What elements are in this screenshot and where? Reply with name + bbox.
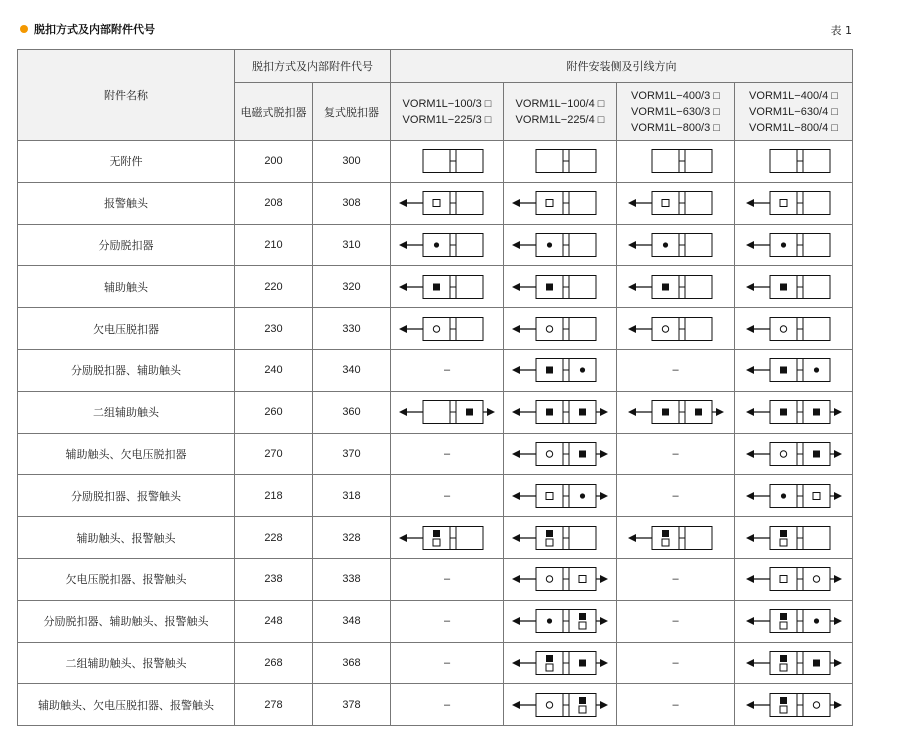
direction-diagram-cell: [617, 266, 735, 308]
direction-diagram-cell: [617, 141, 735, 183]
auxiliary-contact-icon: [433, 283, 440, 290]
compound-code-cell: 368: [313, 642, 391, 684]
not-available-cell: –: [617, 642, 735, 684]
breaker-diagram: [510, 608, 610, 634]
model-label: VORM1L−630/3 □: [631, 105, 720, 118]
direction-diagram-cell: [735, 517, 853, 559]
left-lead-arrow: [512, 617, 536, 625]
direction-diagram-cell: [617, 391, 735, 433]
direction-diagram-cell: [391, 308, 504, 350]
electromagnetic-code-cell: 218: [235, 475, 313, 517]
undervoltage-release-icon: [433, 325, 439, 331]
right-lead-arrow: [712, 408, 724, 416]
accessory-name-cell: 分励脱扣器、报警触头: [18, 475, 235, 517]
model-label: VORM1L−400/3 □: [631, 89, 720, 102]
model-label: VORM1L−400/4 □: [749, 89, 838, 102]
not-available-cell: –: [617, 558, 735, 600]
left-lead-arrow: [628, 241, 652, 249]
breaker-diagram: [626, 148, 726, 174]
breaker-diagram: [744, 357, 844, 383]
direction-diagram-cell: [617, 182, 735, 224]
breaker-diagram: [626, 525, 726, 551]
accessory-name-cell: 辅助触头、欠电压脱扣器: [18, 433, 235, 475]
breaker-diagram: [397, 316, 497, 342]
model-label: VORM1L−630/4 □: [749, 105, 838, 118]
left-lead-arrow: [746, 241, 770, 249]
alarm-contact-icon: [579, 576, 586, 583]
left-lead-arrow: [512, 283, 536, 291]
breaker-diagram: [744, 399, 844, 425]
breaker-diagram: [397, 274, 497, 300]
right-lead-arrow: [830, 575, 842, 583]
auxiliary-contact-icon: [466, 409, 473, 416]
left-lead-arrow: [512, 575, 536, 583]
direction-diagram-cell: [735, 349, 853, 391]
auxiliary-contact-icon: [662, 283, 669, 290]
direction-diagram-cell: [504, 224, 617, 266]
left-lead-arrow: [512, 199, 536, 207]
breaker-diagram: [744, 232, 844, 258]
compound-code-cell: 360: [313, 391, 391, 433]
left-lead-arrow: [746, 199, 770, 207]
compound-code-cell: 308: [313, 182, 391, 224]
accessory-name-cell: 辅助触头: [18, 266, 235, 308]
alarm-contact-icon: [813, 492, 820, 499]
not-available-cell: –: [617, 475, 735, 517]
direction-diagram-cell: [504, 517, 617, 559]
left-lead-arrow: [746, 575, 770, 583]
header-code-group: 脱扣方式及内部附件代号: [235, 50, 391, 83]
auxiliary-contact-icon: [780, 283, 787, 290]
direction-diagram-cell: [617, 308, 735, 350]
direction-diagram-cell: [504, 182, 617, 224]
auxiliary-contact-icon: [579, 450, 586, 457]
electromagnetic-code-cell: 260: [235, 391, 313, 433]
undervoltage-release-icon: [546, 576, 552, 582]
undervoltage-release-icon: [546, 451, 552, 457]
breaker-diagram: [510, 566, 610, 592]
direction-diagram-cell: [504, 266, 617, 308]
not-available-cell: –: [617, 600, 735, 642]
table-title: [20, 21, 155, 37]
breaker-diagram: [626, 274, 726, 300]
shunt-release-icon: [813, 368, 818, 373]
compound-code-cell: 348: [313, 600, 391, 642]
table-row: [18, 642, 853, 684]
left-lead-arrow: [746, 492, 770, 500]
direction-diagram-cell: [504, 433, 617, 475]
undervoltage-release-icon: [813, 576, 819, 582]
right-lead-arrow: [596, 701, 608, 709]
header-model-1: [391, 83, 504, 141]
direction-diagram-cell: [391, 224, 504, 266]
auxiliary-contact-icon: [546, 367, 553, 374]
electromagnetic-code-cell: 278: [235, 684, 313, 726]
direction-diagram-cell: [735, 433, 853, 475]
auxiliary-contact-icon: [813, 450, 820, 457]
table-row: [18, 433, 853, 475]
electromagnetic-code-cell: 268: [235, 642, 313, 684]
table-row: [18, 517, 853, 559]
not-available-cell: –: [617, 349, 735, 391]
breaker-diagram: [626, 190, 726, 216]
compound-code-cell: 378: [313, 684, 391, 726]
direction-diagram-cell: [735, 308, 853, 350]
table-row: [18, 391, 853, 433]
shunt-release-icon: [813, 619, 818, 624]
direction-diagram-cell: [504, 684, 617, 726]
auxiliary-contact-icon: [579, 659, 586, 666]
table-number: 表 1: [830, 24, 852, 37]
not-available-cell: –: [391, 475, 504, 517]
right-lead-arrow: [830, 659, 842, 667]
breaker-diagram: [744, 483, 844, 509]
direction-diagram-cell: [735, 224, 853, 266]
direction-diagram-cell: [617, 517, 735, 559]
compound-code-cell: 310: [313, 224, 391, 266]
undervoltage-release-icon: [662, 325, 668, 331]
model-label: VORM1L−800/3 □: [631, 121, 720, 134]
direction-diagram-cell: [735, 558, 853, 600]
shunt-release-icon: [780, 493, 785, 498]
left-lead-arrow: [746, 701, 770, 709]
electromagnetic-code-cell: 238: [235, 558, 313, 600]
right-lead-arrow: [830, 492, 842, 500]
not-available-cell: –: [391, 558, 504, 600]
breaker-diagram: [510, 357, 610, 383]
left-lead-arrow: [399, 199, 423, 207]
compound-code-cell: 370: [313, 433, 391, 475]
left-lead-arrow: [399, 408, 423, 416]
left-lead-arrow: [512, 534, 536, 542]
right-lead-arrow: [596, 450, 608, 458]
left-lead-arrow: [399, 325, 423, 333]
electromagnetic-code-cell: 220: [235, 266, 313, 308]
left-lead-arrow: [512, 659, 536, 667]
accessory-name-cell: 分励脱扣器: [18, 224, 235, 266]
not-available-cell: –: [617, 433, 735, 475]
auxiliary-contact-icon: [813, 409, 820, 416]
breaker-diagram: [510, 525, 610, 551]
accessory-code-table: [17, 49, 853, 726]
electromagnetic-code-cell: 230: [235, 308, 313, 350]
shunt-release-icon: [547, 619, 552, 624]
breaker-diagram: [397, 525, 497, 551]
direction-diagram-cell: [391, 141, 504, 183]
auxiliary-contact-icon: [780, 367, 787, 374]
direction-diagram-cell: [617, 224, 735, 266]
direction-diagram-cell: [504, 391, 617, 433]
table-title-text: 脱扣方式及内部附件代号: [34, 23, 155, 36]
direction-diagram-cell: [504, 600, 617, 642]
right-lead-arrow: [483, 408, 495, 416]
breaker-diagram: [744, 148, 844, 174]
right-lead-arrow: [596, 659, 608, 667]
left-lead-arrow: [512, 450, 536, 458]
left-lead-arrow: [399, 283, 423, 291]
undervoltage-release-icon: [780, 325, 786, 331]
undervoltage-release-icon: [546, 325, 552, 331]
model-label: VORM1L−100/4 □: [515, 97, 605, 110]
left-lead-arrow: [628, 199, 652, 207]
header-electromagnetic: 电磁式脱扣器: [235, 83, 313, 141]
model-label: VORM1L−225/3 □: [402, 113, 492, 126]
left-lead-arrow: [399, 241, 423, 249]
compound-code-cell: 300: [313, 141, 391, 183]
direction-diagram-cell: [391, 266, 504, 308]
breaker-diagram: [510, 274, 610, 300]
direction-diagram-cell: [735, 182, 853, 224]
breaker-diagram: [744, 566, 844, 592]
accessory-name-cell: 辅助触头、欠电压脱扣器、报警触头: [18, 684, 235, 726]
compound-code-cell: 328: [313, 517, 391, 559]
breaker-diagram: [397, 399, 497, 425]
table-row: [18, 182, 853, 224]
left-lead-arrow: [746, 534, 770, 542]
alarm-contact-icon: [546, 492, 553, 499]
direction-diagram-cell: [735, 475, 853, 517]
table-row: [18, 266, 853, 308]
undervoltage-release-icon: [546, 702, 552, 708]
auxiliary-contact-icon: [662, 409, 669, 416]
accessory-name-cell: 辅助触头、报警触头: [18, 517, 235, 559]
breaker-diagram: [510, 148, 610, 174]
auxiliary-contact-icon: [579, 409, 586, 416]
breaker-diagram: [744, 190, 844, 216]
table-row: [18, 475, 853, 517]
breaker-diagram: [510, 483, 610, 509]
header-model-4: [735, 83, 853, 141]
auxiliary-contact-icon: [546, 283, 553, 290]
undervoltage-release-icon: [813, 702, 819, 708]
breaker-diagram: [397, 148, 497, 174]
accessory-name-cell: 欠电压脱扣器: [18, 308, 235, 350]
header-direction-group: 附件安装侧及引线方向: [391, 50, 853, 83]
breaker-diagram: [510, 232, 610, 258]
left-lead-arrow: [746, 659, 770, 667]
breaker-diagram: [397, 232, 497, 258]
breaker-diagram: [744, 316, 844, 342]
direction-diagram-cell: [735, 141, 853, 183]
accessory-name-cell: 无附件: [18, 141, 235, 183]
table-row: [18, 308, 853, 350]
shunt-release-icon: [547, 242, 552, 247]
left-lead-arrow: [746, 366, 770, 374]
direction-diagram-cell: [504, 141, 617, 183]
table-row: [18, 224, 853, 266]
table-row: [18, 558, 853, 600]
right-lead-arrow: [830, 450, 842, 458]
breaker-diagram: [744, 692, 844, 718]
left-lead-arrow: [512, 701, 536, 709]
alarm-contact-icon: [433, 200, 440, 207]
direction-diagram-cell: [735, 642, 853, 684]
breaker-diagram: [744, 650, 844, 676]
breaker-diagram: [510, 190, 610, 216]
auxiliary-contact-icon: [780, 409, 787, 416]
model-label: VORM1L−225/4 □: [515, 113, 605, 126]
electromagnetic-code-cell: 200: [235, 141, 313, 183]
table-row: [18, 141, 853, 183]
left-lead-arrow: [628, 534, 652, 542]
direction-diagram-cell: [504, 308, 617, 350]
breaker-diagram: [397, 190, 497, 216]
electromagnetic-code-cell: 248: [235, 600, 313, 642]
breaker-diagram: [744, 525, 844, 551]
auxiliary-contact-icon: [546, 409, 553, 416]
alarm-contact-icon: [780, 576, 787, 583]
left-lead-arrow: [628, 408, 652, 416]
right-lead-arrow: [596, 575, 608, 583]
direction-diagram-cell: [504, 349, 617, 391]
auxiliary-contact-icon: [813, 659, 820, 666]
table-row: [18, 349, 853, 391]
not-available-cell: –: [391, 349, 504, 391]
table-header: [18, 50, 853, 141]
direction-diagram-cell: [735, 684, 853, 726]
right-lead-arrow: [830, 408, 842, 416]
table-row: [18, 600, 853, 642]
shunt-release-icon: [662, 242, 667, 247]
direction-diagram-cell: [504, 475, 617, 517]
accessory-name-cell: 报警触头: [18, 182, 235, 224]
electromagnetic-code-cell: 208: [235, 182, 313, 224]
left-lead-arrow: [746, 408, 770, 416]
left-lead-arrow: [512, 492, 536, 500]
right-lead-arrow: [830, 617, 842, 625]
breaker-diagram: [626, 316, 726, 342]
breaker-diagram: [744, 608, 844, 634]
accessory-name-cell: 分励脱扣器、辅助触头: [18, 349, 235, 391]
direction-diagram-cell: [504, 558, 617, 600]
shunt-release-icon: [434, 242, 439, 247]
not-available-cell: –: [391, 684, 504, 726]
not-available-cell: –: [391, 433, 504, 475]
table-body: [18, 141, 853, 726]
direction-diagram-cell: [504, 642, 617, 684]
right-lead-arrow: [596, 408, 608, 416]
direction-diagram-cell: [391, 182, 504, 224]
left-lead-arrow: [746, 617, 770, 625]
alarm-contact-icon: [780, 200, 787, 207]
model-label: VORM1L−100/3 □: [402, 97, 492, 110]
electromagnetic-code-cell: 240: [235, 349, 313, 391]
shunt-release-icon: [580, 368, 585, 373]
alarm-contact-icon: [662, 200, 669, 207]
accessory-name-cell: 二组辅助触头: [18, 391, 235, 433]
compound-code-cell: 330: [313, 308, 391, 350]
direction-diagram-cell: [735, 600, 853, 642]
compound-code-cell: 318: [313, 475, 391, 517]
left-lead-arrow: [628, 325, 652, 333]
shunt-release-icon: [580, 493, 585, 498]
header-model-3: [617, 83, 735, 141]
alarm-contact-icon: [546, 200, 553, 207]
model-label: VORM1L−800/4 □: [749, 121, 838, 134]
compound-code-cell: 338: [313, 558, 391, 600]
breaker-diagram: [510, 399, 610, 425]
left-lead-arrow: [628, 283, 652, 291]
left-lead-arrow: [512, 241, 536, 249]
breaker-diagram: [510, 650, 610, 676]
not-available-cell: –: [391, 642, 504, 684]
left-lead-arrow: [512, 366, 536, 374]
breaker-diagram: [626, 399, 726, 425]
orange-bullet-icon: [20, 25, 28, 33]
left-lead-arrow: [746, 325, 770, 333]
electromagnetic-code-cell: 210: [235, 224, 313, 266]
not-available-cell: –: [391, 600, 504, 642]
breaker-diagram: [510, 441, 610, 467]
left-lead-arrow: [399, 534, 423, 542]
left-lead-arrow: [746, 450, 770, 458]
electromagnetic-code-cell: 270: [235, 433, 313, 475]
undervoltage-release-icon: [780, 451, 786, 457]
direction-diagram-cell: [735, 391, 853, 433]
not-available-cell: –: [617, 684, 735, 726]
left-lead-arrow: [512, 325, 536, 333]
header-accessory-name: 附件名称: [18, 50, 235, 141]
accessory-name-cell: 二组辅助触头、报警触头: [18, 642, 235, 684]
right-lead-arrow: [596, 617, 608, 625]
accessory-name-cell: 分励脱扣器、辅助触头、报警触头: [18, 600, 235, 642]
left-lead-arrow: [512, 408, 536, 416]
direction-diagram-cell: [391, 517, 504, 559]
direction-diagram-cell: [735, 266, 853, 308]
compound-code-cell: 320: [313, 266, 391, 308]
header-compound: 复式脱扣器: [313, 83, 391, 141]
right-lead-arrow: [830, 701, 842, 709]
breaker-diagram: [510, 316, 610, 342]
breaker-diagram: [510, 692, 610, 718]
auxiliary-contact-icon: [695, 409, 702, 416]
breaker-diagram: [744, 274, 844, 300]
accessory-name-cell: 欠电压脱扣器、报警触头: [18, 558, 235, 600]
right-lead-arrow: [596, 492, 608, 500]
left-lead-arrow: [746, 283, 770, 291]
header-model-2: [504, 83, 617, 141]
direction-diagram-cell: [391, 391, 504, 433]
electromagnetic-code-cell: 228: [235, 517, 313, 559]
shunt-release-icon: [780, 242, 785, 247]
breaker-diagram: [626, 232, 726, 258]
compound-code-cell: 340: [313, 349, 391, 391]
breaker-diagram: [744, 441, 844, 467]
table-row: [18, 684, 853, 726]
